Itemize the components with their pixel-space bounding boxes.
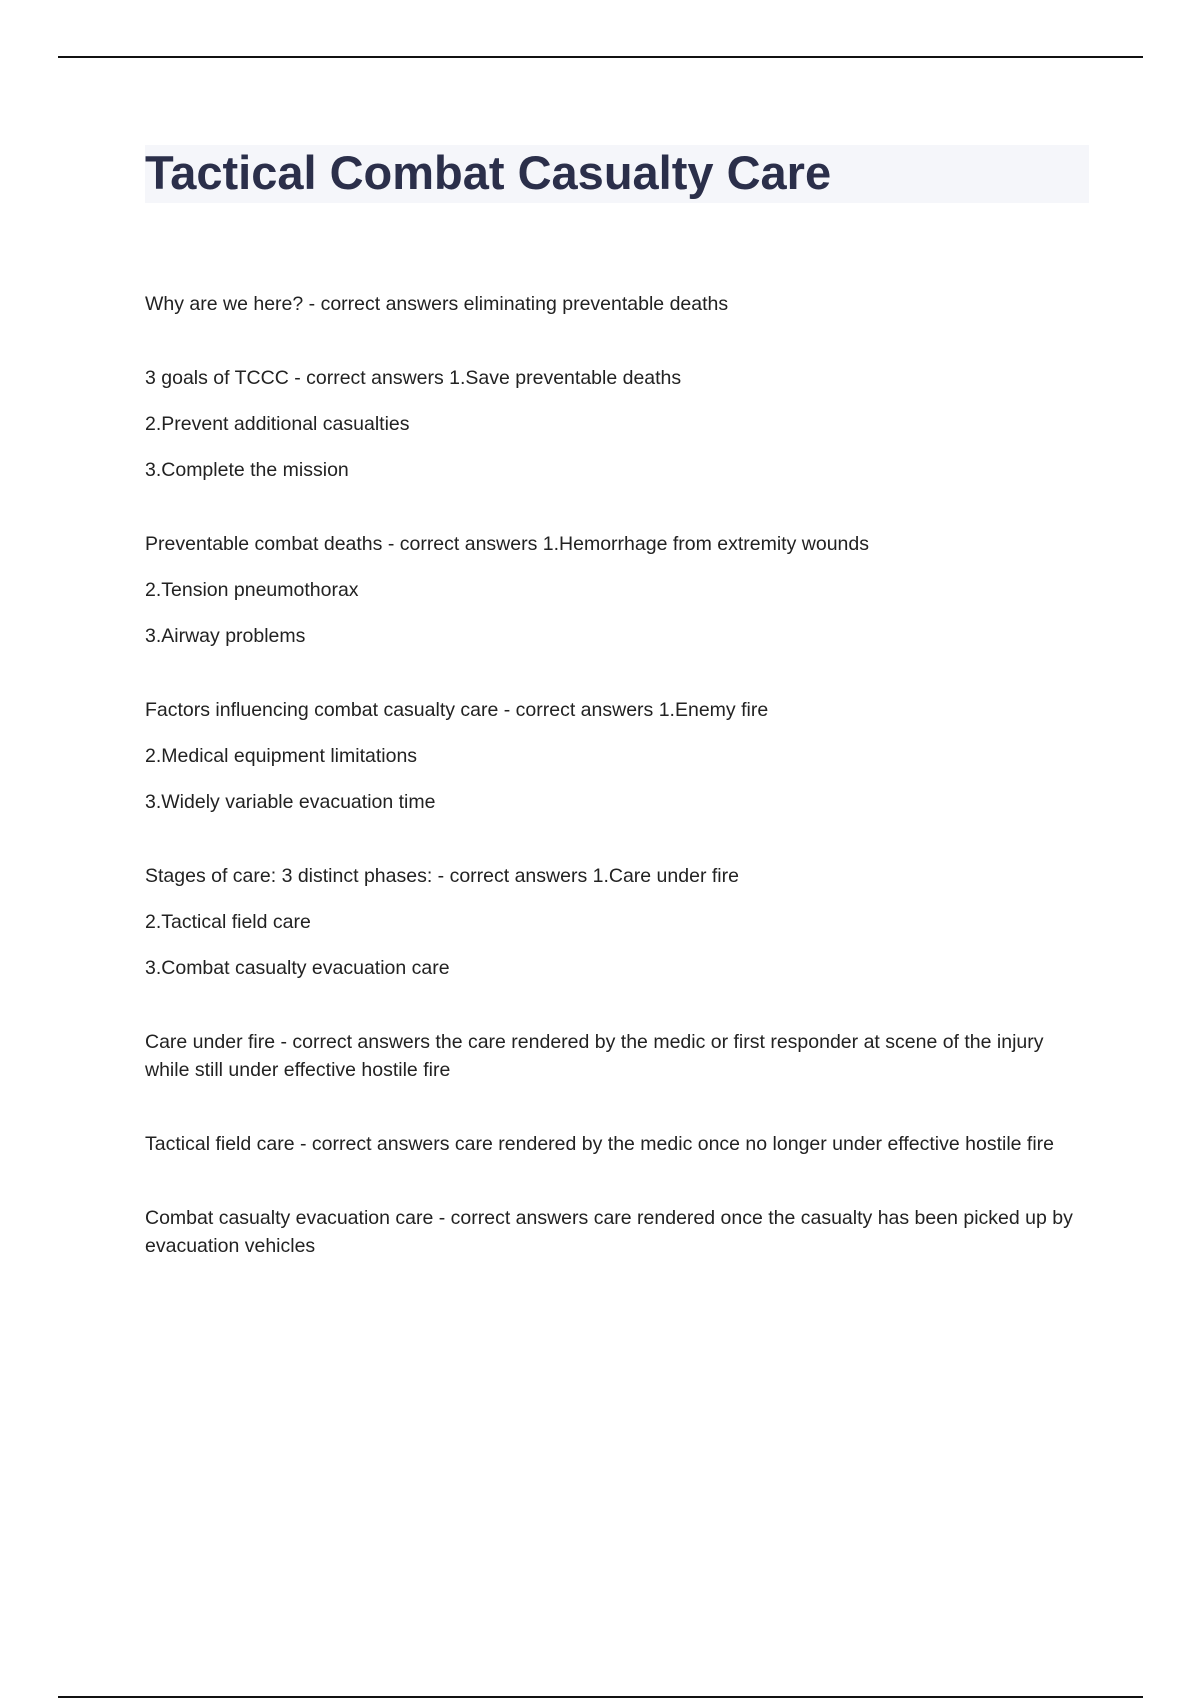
bottom-divider	[58, 1696, 1143, 1698]
qa-entry	[145, 1130, 1090, 1158]
qa-line: 3.Combat casualty evacuation care	[145, 957, 450, 979]
top-divider	[58, 56, 1143, 58]
qa-entry	[145, 290, 1090, 318]
qa-line: 2.Tension pneumothorax	[145, 579, 359, 601]
qa-line: Factors influencing combat casualty care - correct answers 1.Enemy fire	[145, 699, 769, 721]
document-title: Tactical Combat Casualty Care	[145, 146, 832, 199]
qa-line: Care under fire - correct answers the care rendered by the medic or first responder at scene of the injury while still under effective hostile fire	[145, 1031, 1044, 1081]
qa-entry	[145, 696, 1090, 816]
qa-line: 3.Airway problems	[145, 625, 306, 647]
qa-line: Preventable combat deaths - correct answers 1.Hemorrhage from extremity wounds	[145, 533, 869, 555]
qa-line: Why are we here? - correct answers eliminating preventable deaths	[145, 293, 729, 315]
qa-line: Combat casualty evacuation care - correct answers care rendered once the casualty has been picked up by evacuation vehicles	[145, 1207, 1073, 1257]
qa-line: Stages of care: 3 distinct phases: - correct answers 1.Care under fire	[145, 865, 739, 887]
qa-entry	[145, 364, 1090, 484]
qa-entry	[145, 1204, 1090, 1260]
qa-line: 3.Complete the mission	[145, 459, 349, 481]
qa-line: 3 goals of TCCC - correct answers 1.Save preventable deaths	[145, 367, 682, 389]
qa-line: 3.Widely variable evacuation time	[145, 791, 436, 813]
qa-line: Tactical field care - correct answers care rendered by the medic once no longer under effective hostile fire	[145, 1133, 1055, 1155]
qa-entry	[145, 1028, 1090, 1084]
qa-entry	[145, 530, 1090, 650]
qa-entry	[145, 862, 1090, 982]
document-body	[145, 290, 1090, 1306]
qa-line: 2.Medical equipment limitations	[145, 745, 418, 767]
qa-line: 2.Tactical field care	[145, 911, 311, 933]
qa-line: 2.Prevent additional casualties	[145, 413, 410, 435]
